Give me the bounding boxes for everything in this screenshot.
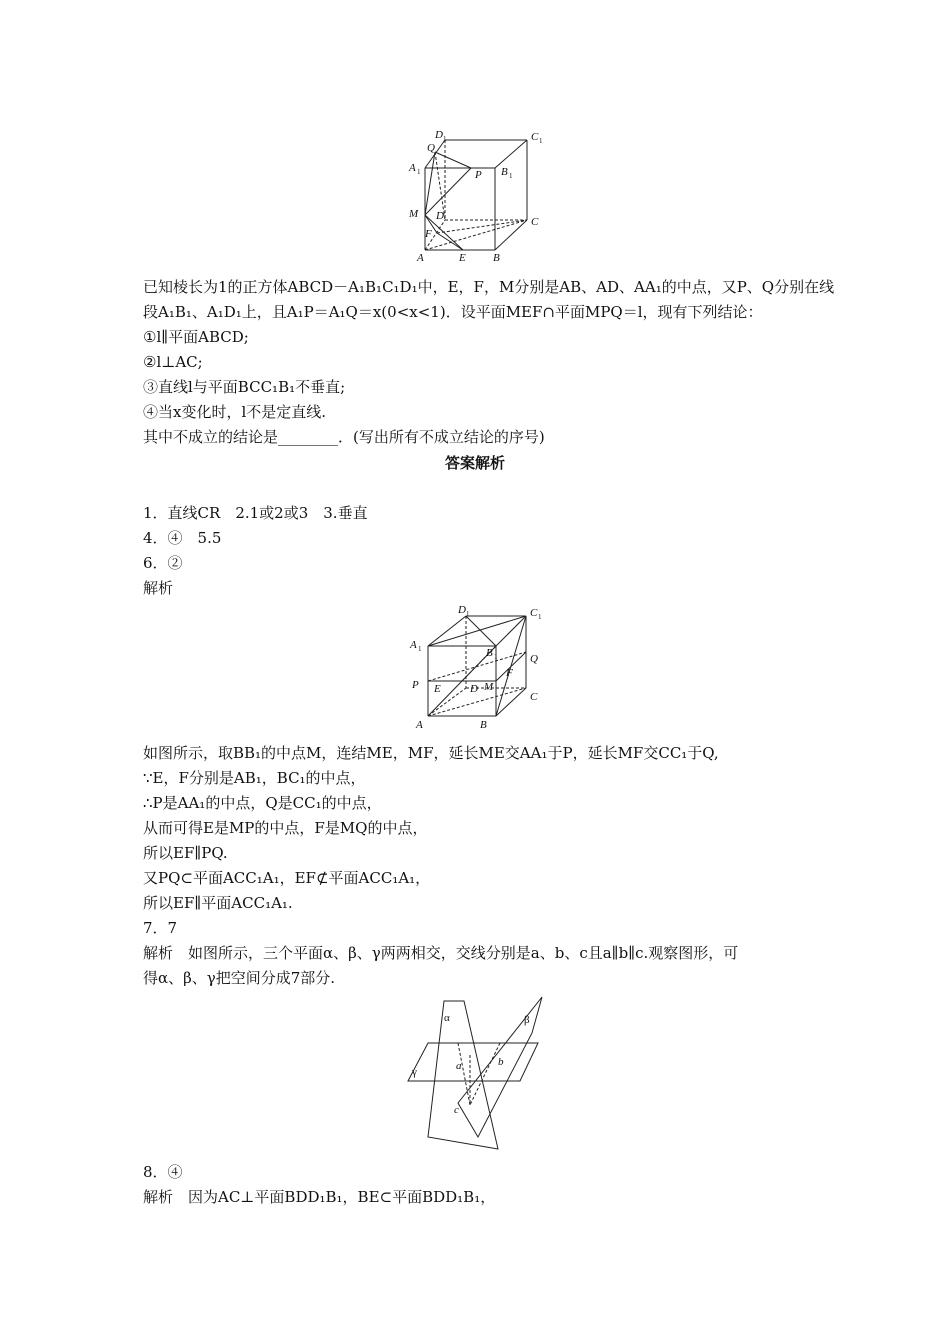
label-d: D: [436, 210, 444, 222]
label-a1: A: [409, 162, 416, 174]
three-planes-figure: [400, 993, 550, 1153]
label-f: F: [506, 667, 513, 679]
cube-figure-2: [400, 602, 560, 734]
answer-8: 8．④: [143, 1163, 183, 1181]
label-a: A: [417, 252, 424, 264]
label-p: P: [475, 169, 482, 181]
problem-question: 其中不成立的结论是________．(写出所有不成立结论的序号): [143, 428, 545, 446]
answer-line-3: 6．②: [143, 554, 183, 572]
label-a1-sub: 1: [417, 168, 421, 176]
problem-line-2: 段A₁B₁、A₁D₁上，且A₁P＝A₁Q＝x(0<x<1)．设平面MEF∩平面MPQ＝l，现有下列结论：: [143, 303, 763, 321]
conclusion-2: ②l⊥AC;: [143, 353, 203, 371]
label-d1-sub: 1: [443, 135, 447, 143]
answer-line-1: 1．直线CR 2.1或2或3 3.垂直: [143, 504, 368, 522]
solution-7-line-2: 得α、β、γ把空间分成7部分.: [143, 969, 336, 987]
label-c1-sub: 1: [538, 613, 542, 621]
label-d: D: [470, 683, 478, 695]
label-b1: B: [486, 647, 493, 659]
label-b1-sub: 1: [494, 653, 498, 661]
label-d1: D: [435, 129, 443, 141]
label-p: P: [412, 679, 419, 691]
label-f: F: [425, 228, 432, 240]
solution-6-line-7: 所以EF∥平面ACC₁A₁.: [143, 894, 293, 912]
label-c: C: [531, 216, 539, 228]
analysis-label: 解析: [143, 579, 174, 597]
solution-8-line-1: 解析 因为AC⊥平面BDD₁B₁，BE⊂平面BDD₁B₁，: [143, 1188, 496, 1206]
label-b: B: [480, 719, 487, 731]
conclusion-4: ④当x变化时，l不是定直线.: [143, 403, 327, 421]
label-c1: C: [531, 131, 539, 143]
label-a: a: [456, 1060, 462, 1072]
label-b: b: [498, 1056, 504, 1068]
solution-7-line-1: 解析 如图所示，三个平面α、β、γ两两相交，交线分别是a、b、c且a∥b∥c.观察图形，可: [143, 944, 739, 962]
answer-7: 7．7: [143, 919, 178, 937]
label-q: Q: [427, 142, 435, 154]
label-e: E: [459, 252, 466, 264]
problem-line-1: 已知棱长为1的正方体ABCD－A₁B₁C₁D₁中，E，F，M分别是AB、AD、AA₁的中点，又P、Q分别在线: [143, 278, 835, 296]
label-a1: A: [410, 639, 417, 651]
label-b1: B: [501, 166, 508, 178]
label-c: C: [530, 691, 538, 703]
solution-6-line-6: 又PQ⊂平面ACC₁A₁，EF⊄平面ACC₁A₁，: [143, 869, 431, 887]
label-m: M: [409, 208, 419, 220]
label-e: E: [434, 683, 441, 695]
label-m: M: [484, 681, 494, 693]
label-b: B: [493, 252, 500, 264]
solution-6-line-4: 从而可得E是MP的中点，F是MQ的中点，: [143, 819, 428, 837]
label-d1-sub: 1: [466, 610, 470, 618]
solution-6-line-1: 如图所示，取BB₁的中点M，连结ME，MF，延长ME交AA₁于P，延长MF交CC₁于Q,: [143, 744, 719, 762]
label-c1-sub: 1: [539, 137, 543, 145]
solution-6-line-2: ∵E，F分别是AB₁，BC₁的中点，: [143, 769, 366, 787]
solution-6-line-3: ∴P是AA₁的中点，Q是CC₁的中点，: [143, 794, 382, 812]
conclusion-1: ①l∥平面ABCD;: [143, 328, 249, 346]
solution-6-line-5: 所以EF∥PQ.: [143, 844, 228, 862]
label-q: Q: [530, 653, 538, 665]
label-c1: C: [530, 607, 538, 619]
label-a1-sub: 1: [418, 645, 422, 653]
conclusion-3: ③直线l与平面BCC₁B₁不垂直;: [143, 378, 346, 396]
label-gamma: γ: [412, 1066, 417, 1078]
label-alpha: α: [444, 1012, 450, 1024]
answer-line-2: 4．④ 5.5: [143, 529, 222, 547]
label-beta: β: [524, 1014, 530, 1026]
label-c: c: [454, 1104, 459, 1116]
label-d1: D: [458, 604, 466, 616]
label-b1-sub: 1: [509, 172, 513, 180]
answers-heading: 答案解析: [444, 454, 505, 472]
cube-figure-1: [395, 125, 555, 265]
label-a: A: [416, 719, 423, 731]
